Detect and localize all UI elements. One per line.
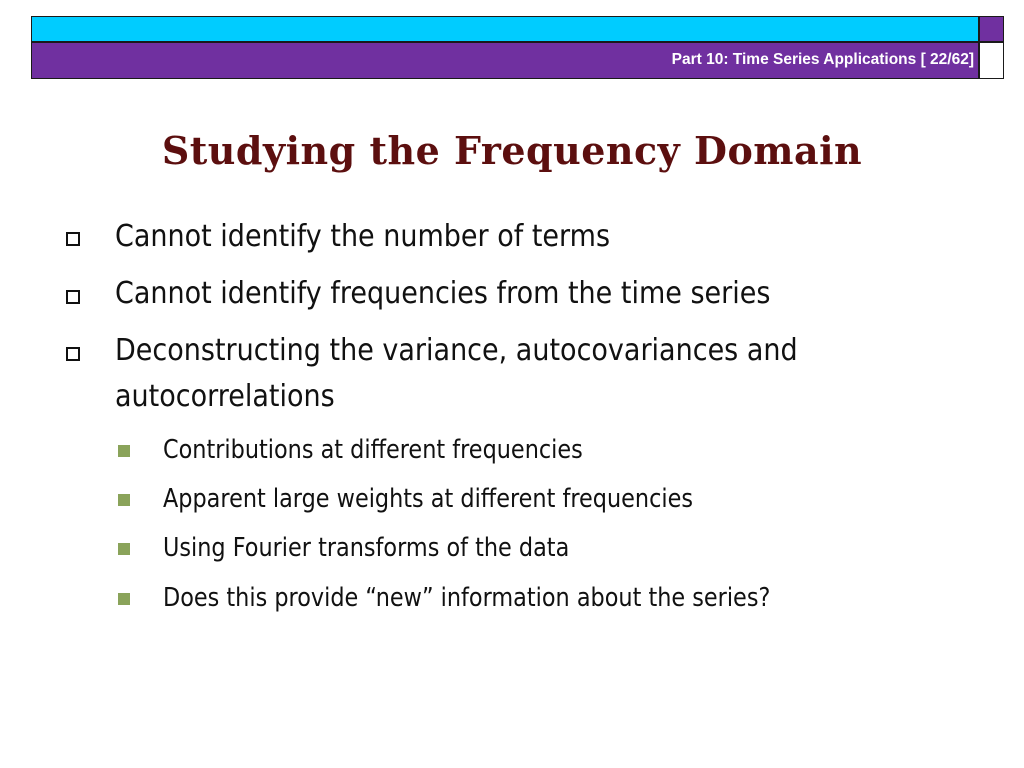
header-corner-white <box>979 42 1004 79</box>
hollow-square-bullet-icon <box>66 232 80 246</box>
solid-square-bullet-icon <box>118 593 130 605</box>
solid-square-bullet-icon <box>118 494 130 506</box>
header-corner-purple <box>979 16 1004 42</box>
hollow-square-bullet-icon <box>66 347 80 361</box>
sub-bullet-item: Apparent large weights at different frequencies <box>163 484 694 514</box>
sub-bullet-item: Does this provide “new” information about the series? <box>163 583 771 613</box>
sub-bullet-item: Contributions at different frequencies <box>163 435 583 465</box>
bullet-item: Cannot identify the number of terms <box>115 219 611 254</box>
header-cyan-bar <box>31 16 979 42</box>
header-text: Part 10: Time Series Applications [ 22/62] <box>671 51 974 68</box>
slide-title: Studying the Frequency Domain <box>161 128 863 173</box>
hollow-square-bullet-icon <box>66 290 80 304</box>
bullet-item: Deconstructing the variance, autocovariances and autocorrelations <box>115 333 798 414</box>
solid-square-bullet-icon <box>118 543 130 555</box>
slide-header <box>31 16 1004 78</box>
bullet-item: Cannot identify frequencies from the time series <box>115 276 771 311</box>
sub-bullet-item: Using Fourier transforms of the data <box>163 533 570 563</box>
solid-square-bullet-icon <box>118 445 130 457</box>
